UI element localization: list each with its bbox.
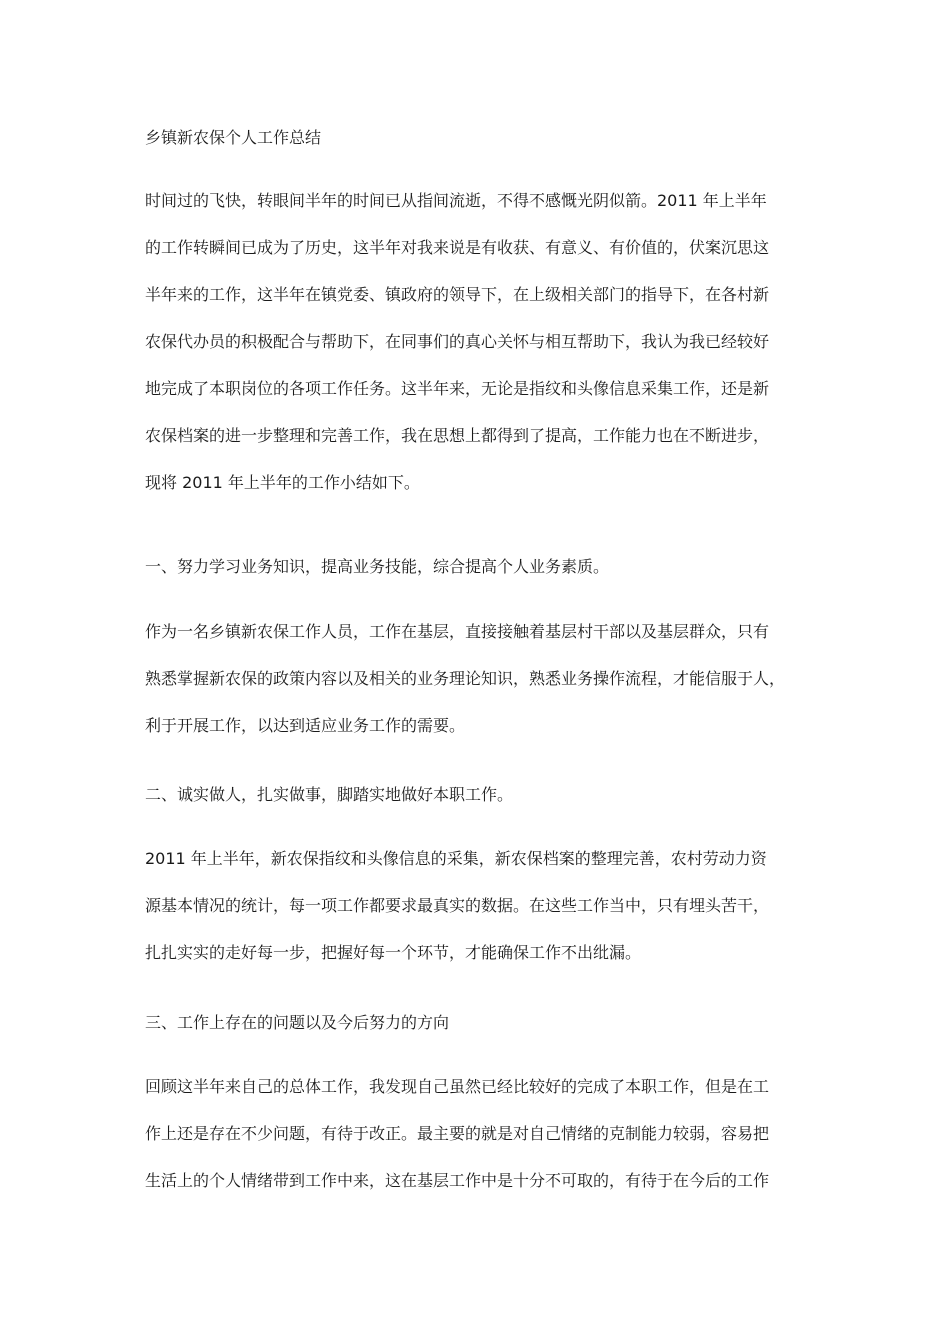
section-2-paragraph: [145, 845, 825, 986]
paragraph-line: 生活上的个人情绪带到工作中来，这在基层工作中是十分不可取的，有待于在今后的工作: [145, 1171, 770, 1190]
paragraph-line: 农保档案的进一步整理和完善工作，我在思想上都得到了提高，工作能力也在不断进步，: [145, 426, 770, 445]
section-heading: 一、努力学习业务知识，提高业务技能，综合提高个人业务素质。: [145, 557, 610, 576]
section-heading-1: [145, 553, 825, 600]
paragraph-line: 地完成了本职岗位的各项工作任务。这半年来，无论是指纹和头像信息采集工作，还是新: [145, 379, 770, 398]
paragraph-line: 源基本情况的统计，每一项工作都要求最真实的数据。在这些工作当中，只有埋头苦干，: [145, 896, 770, 915]
section-3-paragraph: [145, 1073, 825, 1214]
paragraph-line: 扎扎实实的走好每一步，把握好每一个环节，才能确保工作不出纰漏。: [145, 943, 642, 962]
paragraph-line: 熟悉掌握新农保的政策内容以及相关的业务理论知识，熟悉业务操作流程，才能信服于人，: [145, 669, 786, 688]
paragraph-line: 的工作转瞬间已成为了历史，这半年对我来说是有收获、有意义、有价值的，伏案沉思这: [145, 238, 770, 257]
section-heading-3: [145, 1009, 825, 1056]
paragraph-line: 现将 2011 年上半年的工作小结如下。: [145, 473, 420, 492]
section-1-paragraph: [145, 618, 825, 759]
paragraph-line: 2011 年上半年，新农保指纹和头像信息的采集，新农保档案的整理完善，农村劳动力资: [145, 849, 767, 868]
paragraph-line: 作为一名乡镇新农保工作人员，工作在基层，直接接触着基层村干部以及基层群众，只有: [145, 622, 770, 641]
paragraph-line: 农保代办员的积极配合与帮助下，在同事们的真心关怀与相互帮助下，我认为我已经较好: [145, 332, 770, 351]
paragraph-line: 利于开展工作，以达到适应业务工作的需要。: [145, 716, 466, 735]
document-title: 乡镇新农保个人工作总结: [145, 128, 322, 147]
section-heading-2: [145, 781, 825, 828]
section-heading: 二、诚实做人，扎实做事，脚踏实地做好本职工作。: [145, 785, 514, 804]
section-heading: 三、工作上存在的问题以及今后努力的方向: [145, 1013, 450, 1032]
paragraph-line: 半年来的工作，这半年在镇党委、镇政府的领导下，在上级相关部门的指导下，在各村新: [145, 285, 770, 304]
paragraph-line: 作上还是存在不少问题，有待于改正。最主要的就是对自己情绪的克制能力较弱，容易把: [145, 1124, 770, 1143]
paragraph-line: 时间过的飞快，转眼间半年的时间已从指间流逝，不得不感慨光阴似箭。2011 年上半年: [145, 191, 767, 210]
intro-paragraph: [145, 187, 825, 516]
paragraph-line: 回顾这半年来自己的总体工作，我发现自己虽然已经比较好的完成了本职工作，但是在工: [145, 1077, 770, 1096]
